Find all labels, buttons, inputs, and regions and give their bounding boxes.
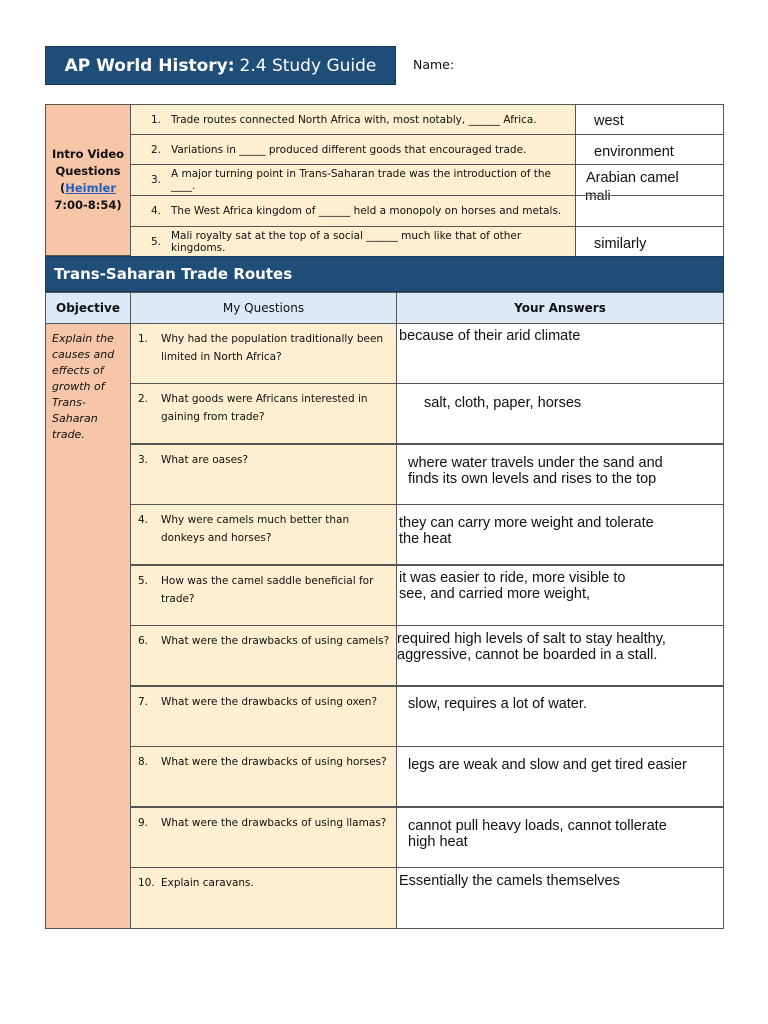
intro-question-text: A major turning point in Trans-Saharan trade was the introduction of the ____. — [171, 168, 551, 192]
answer-line-1: where water travels under the sand and — [408, 455, 663, 471]
answer-field-4[interactable] — [396, 504, 724, 565]
page-title — [45, 46, 396, 85]
objective-text: Explain the causes and effects of growth of Trans-Saharan trade. — [52, 332, 115, 441]
answer-line-1: it was easier to ride, more visible to — [399, 570, 626, 586]
intro-answer-field-1[interactable] — [575, 104, 724, 135]
intro-answer-field-5[interactable] — [575, 226, 724, 257]
answer-line-1: cannot pull heavy loads, cannot tollerate — [408, 818, 667, 834]
question-row-6 — [130, 625, 397, 686]
intro-question-3 — [130, 164, 576, 196]
question-text: What are oases? — [161, 454, 249, 466]
section-title: Trans-Saharan Trade Routes — [45, 256, 724, 292]
question-number: 9. — [138, 817, 149, 829]
header-objective: Objective — [45, 292, 131, 324]
question-number: 6. — [138, 635, 149, 647]
question-row-2 — [130, 383, 397, 444]
question-row-1 — [130, 323, 397, 384]
answer-line-1: required high levels of salt to stay healthy, — [397, 631, 666, 647]
answer-line-2: high heat — [408, 834, 468, 850]
intro-answer-text: west — [594, 113, 624, 129]
intro-label-cell — [45, 104, 131, 256]
answer-line-2: the heat — [399, 531, 452, 547]
question-row-9 — [130, 807, 397, 868]
intro-answer-text: environment — [594, 144, 674, 160]
intro-label-line2: Questions — [55, 164, 121, 178]
question-text: Why had the population traditionally been limited in North Africa? — [161, 333, 384, 363]
answer-field-3[interactable] — [396, 444, 724, 505]
question-number: 8. — [138, 756, 149, 768]
intro-question-4 — [130, 195, 576, 227]
title-bold: AP World History: — [64, 55, 235, 76]
question-row-8 — [130, 746, 397, 807]
intro-question-number: 5. — [150, 235, 161, 248]
answer-line-2: finds its own levels and rises to the top — [408, 471, 657, 487]
header-your-answers: Your Answers — [396, 292, 724, 324]
question-number: 3. — [138, 454, 149, 466]
answer-field-10[interactable] — [396, 867, 724, 929]
link-open-paren: ( — [59, 181, 66, 195]
name-label: Name: — [413, 57, 455, 72]
question-text: Explain caravans. — [161, 877, 254, 889]
intro-question-number: 4. — [150, 205, 161, 217]
question-number: 1. — [138, 333, 149, 345]
answer-field-2[interactable] — [396, 383, 724, 444]
intro-question-text: Trade routes connected North Africa with, most notably, ______ Africa. — [171, 113, 537, 126]
question-row-10 — [130, 867, 397, 929]
intro-answer-field-2[interactable] — [575, 134, 724, 165]
question-row-4 — [130, 504, 397, 565]
intro-answer-text: Arabian camel — [586, 170, 679, 186]
question-text: What were the drawbacks of using horses? — [161, 756, 387, 768]
intro-question-number: 3. — [150, 174, 161, 186]
answer-line-1: salt, cloth, paper, horses — [424, 395, 582, 411]
intro-answer-text-4: mali — [585, 187, 611, 203]
question-row-3 — [130, 444, 397, 505]
intro-question-text: The West Africa kingdom of ______ held a monopoly on horses and metals. — [171, 205, 562, 217]
answer-line-1: legs are weak and slow and get tired easier — [408, 757, 687, 773]
question-text: What were the drawbacks of using oxen? — [161, 696, 378, 708]
heimler-link[interactable]: Heimler — [65, 181, 117, 195]
answer-field-6[interactable] — [396, 625, 724, 686]
answer-line-1: slow, requires a lot of water. — [408, 696, 587, 712]
answer-line-1: Essentially the camels themselves — [399, 873, 620, 889]
intro-question-2 — [130, 134, 576, 165]
intro-question-number: 2. — [150, 143, 161, 156]
answer-line-1: they can carry more weight and tolerate — [399, 515, 654, 531]
intro-question-number: 1. — [150, 113, 161, 126]
question-text: What goods were Africans interested in gaining from trade? — [161, 393, 368, 423]
answer-field-5[interactable] — [396, 565, 724, 626]
question-row-7 — [130, 686, 397, 747]
question-number: 10. — [138, 877, 155, 889]
intro-question-5 — [130, 226, 576, 257]
intro-question-text: Mali royalty sat at the top of a social ______ much like that of other kingdoms. — [171, 229, 522, 254]
answer-field-8[interactable] — [396, 746, 724, 807]
objective-cell — [45, 323, 131, 929]
question-text: What were the drawbacks of using camels? — [161, 635, 390, 647]
intro-question-text: Variations in _____ produced different goods that encouraged trade. — [171, 143, 527, 156]
answer-line-2: see, and carried more weight, — [399, 586, 591, 602]
intro-answer-text: similarly — [594, 236, 647, 252]
question-number: 7. — [138, 696, 149, 708]
question-text: Why were camels much better than donkeys and horses? — [161, 514, 350, 544]
intro-label-line1: Intro Video — [51, 147, 125, 161]
question-number: 5. — [138, 575, 149, 587]
answer-field-1[interactable] — [396, 323, 724, 384]
question-number: 4. — [138, 514, 149, 526]
question-text: What were the drawbacks of using llamas? — [161, 817, 387, 829]
title-rest: 2.4 Study Guide — [239, 55, 377, 76]
answer-field-9[interactable] — [396, 807, 724, 868]
intro-label-line3 — [52, 180, 124, 197]
question-text: How was the camel saddle beneficial for trade? — [161, 575, 374, 605]
question-number: 2. — [138, 393, 149, 405]
answer-field-7[interactable] — [396, 686, 724, 747]
intro-question-1 — [130, 104, 576, 135]
answer-line-2: aggressive, cannot be boarded in a stall. — [397, 647, 658, 663]
header-my-questions: My Questions — [130, 292, 397, 324]
question-row-5 — [130, 565, 397, 626]
intro-label-line4: 7:00-8:54) — [54, 198, 122, 212]
answer-line-1: because of their arid climate — [399, 328, 581, 344]
